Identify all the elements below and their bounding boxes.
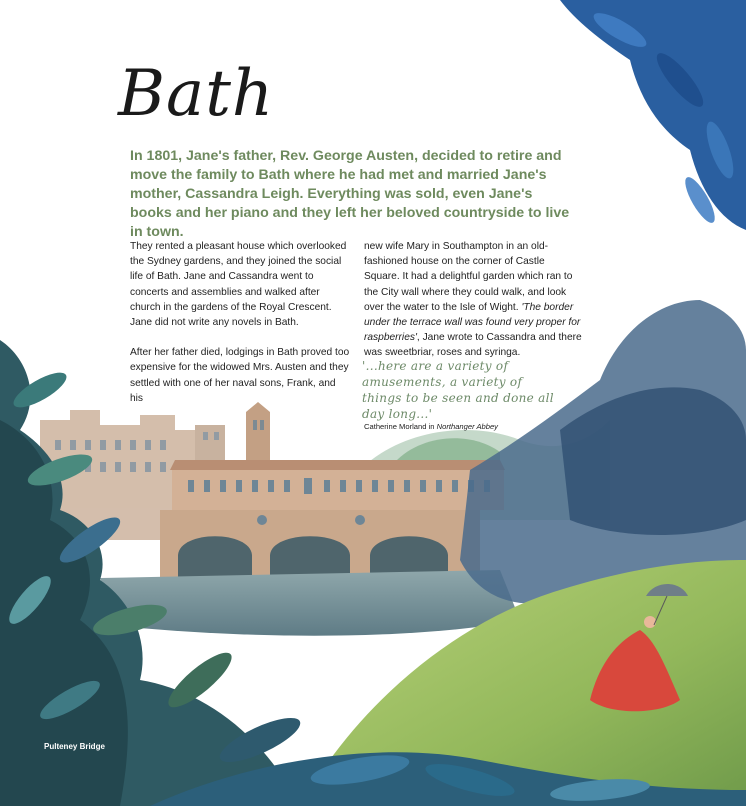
quote-credit-prefix: Catherine Morland in	[364, 422, 435, 431]
body-column-left	[130, 239, 350, 421]
body-paragraph	[364, 239, 582, 361]
pull-quote: '...here are a variety of amusements, a variety of things to be seen and done all day long...'	[362, 359, 554, 421]
river	[100, 570, 520, 636]
body-text: , Jane wrote to Cassandra and there was sweetbriar, roses and syringa.	[364, 332, 582, 359]
image-caption: Pulteney Bridge	[44, 742, 105, 751]
body-paragraph: After her father died, lodgings in Bath proved too expensive for the widowed Mrs. Austen and they settled with one of her naval sons, Frank, and his	[130, 347, 350, 404]
body-column-right	[364, 239, 582, 376]
intro-paragraph: In 1801, Jane's father, Rev. George Austen, decided to retire and move the family to Bath where he had met and married Jane's mother, Cassandra Leigh. Everything was sold, even Jane's books and her piano and they left her beloved countryside to live in town.	[130, 148, 570, 240]
quote-credit-book: Northanger Abbey	[436, 422, 498, 431]
pulteney-bridge	[160, 460, 505, 580]
page-title: Bath	[118, 57, 275, 131]
body-text: new wife Mary in Southampton in an old-fashioned house on the corner of Castle Square. It had a delightful garden which ran to the City wall where they could walk, and look over the water to the Isle of Wight.	[364, 241, 573, 313]
quote-credit	[364, 422, 498, 431]
top-right-foliage	[560, 0, 746, 230]
body-paragraph: They rented a pleasant house which overlooked the Sydney gardens, and they joined the social life of Bath. Jane and Cassandra went to concerts and assemblies and walked after church in the gardens of the Royal Crescent. Jane did not write any novels in Bath.	[130, 241, 347, 329]
inline-quote: 'The border under the terrace wall was found very proper for raspberries'	[364, 301, 581, 344]
